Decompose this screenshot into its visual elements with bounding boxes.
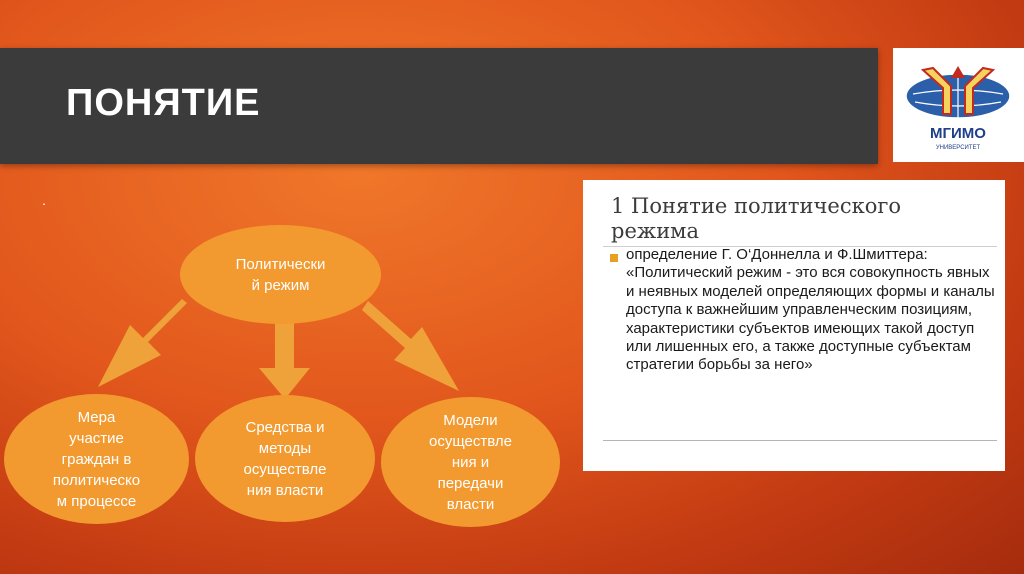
node-mid-line: ния власти	[246, 481, 324, 499]
node-right-line: власти	[446, 495, 495, 513]
logo-name: МГИМО	[930, 125, 986, 142]
node-top-line: й режим	[251, 276, 310, 294]
node-means-methods	[195, 395, 375, 522]
node-top-line: Политически	[235, 255, 326, 273]
arrow-right	[362, 301, 459, 391]
node-mid-line: осуществле	[243, 460, 327, 478]
node-left-line: участие	[69, 429, 124, 447]
definition-panel	[583, 180, 1005, 471]
node-participation	[4, 394, 189, 524]
node-right-line: осуществле	[429, 432, 512, 450]
node-left-line: граждан в	[61, 450, 132, 468]
panel-divider-bottom	[603, 440, 997, 441]
arrow-left	[98, 299, 187, 387]
node-right-line: ния и	[451, 453, 490, 471]
node-left-line: Мера	[77, 408, 116, 426]
node-political-regime	[180, 225, 381, 324]
panel-definition-text: определение Г. О‘Доннелла и Ф.Шмиттера: «Политический режим - это вся совокупность явных и неявных моделей определяющих формы и каналы доступа к важнейшим управленческим позициям, характеристики субъектов имеющих такой доступ или лишенных его, а также доступные субъектам стратегии борьбы за него»	[626, 246, 995, 374]
arrow-middle	[259, 315, 310, 399]
bullet-dot: .	[42, 192, 46, 208]
node-mid-line: методы	[258, 439, 312, 457]
node-right-line: Модели	[443, 411, 498, 429]
node-models	[381, 397, 560, 527]
node-right-line: передачи	[437, 474, 504, 492]
node-mid-line: Средства и	[245, 418, 325, 436]
slide-title: ПОНЯТИЕ	[66, 82, 261, 124]
node-left-line: м процессе	[56, 492, 137, 510]
node-left-line: политическо	[52, 471, 141, 489]
logo-subtitle: УНИВЕРСИТЕТ	[935, 145, 981, 151]
bullet-square-icon	[610, 254, 618, 262]
panel-title: 1 Понятие политического режима	[611, 194, 902, 243]
